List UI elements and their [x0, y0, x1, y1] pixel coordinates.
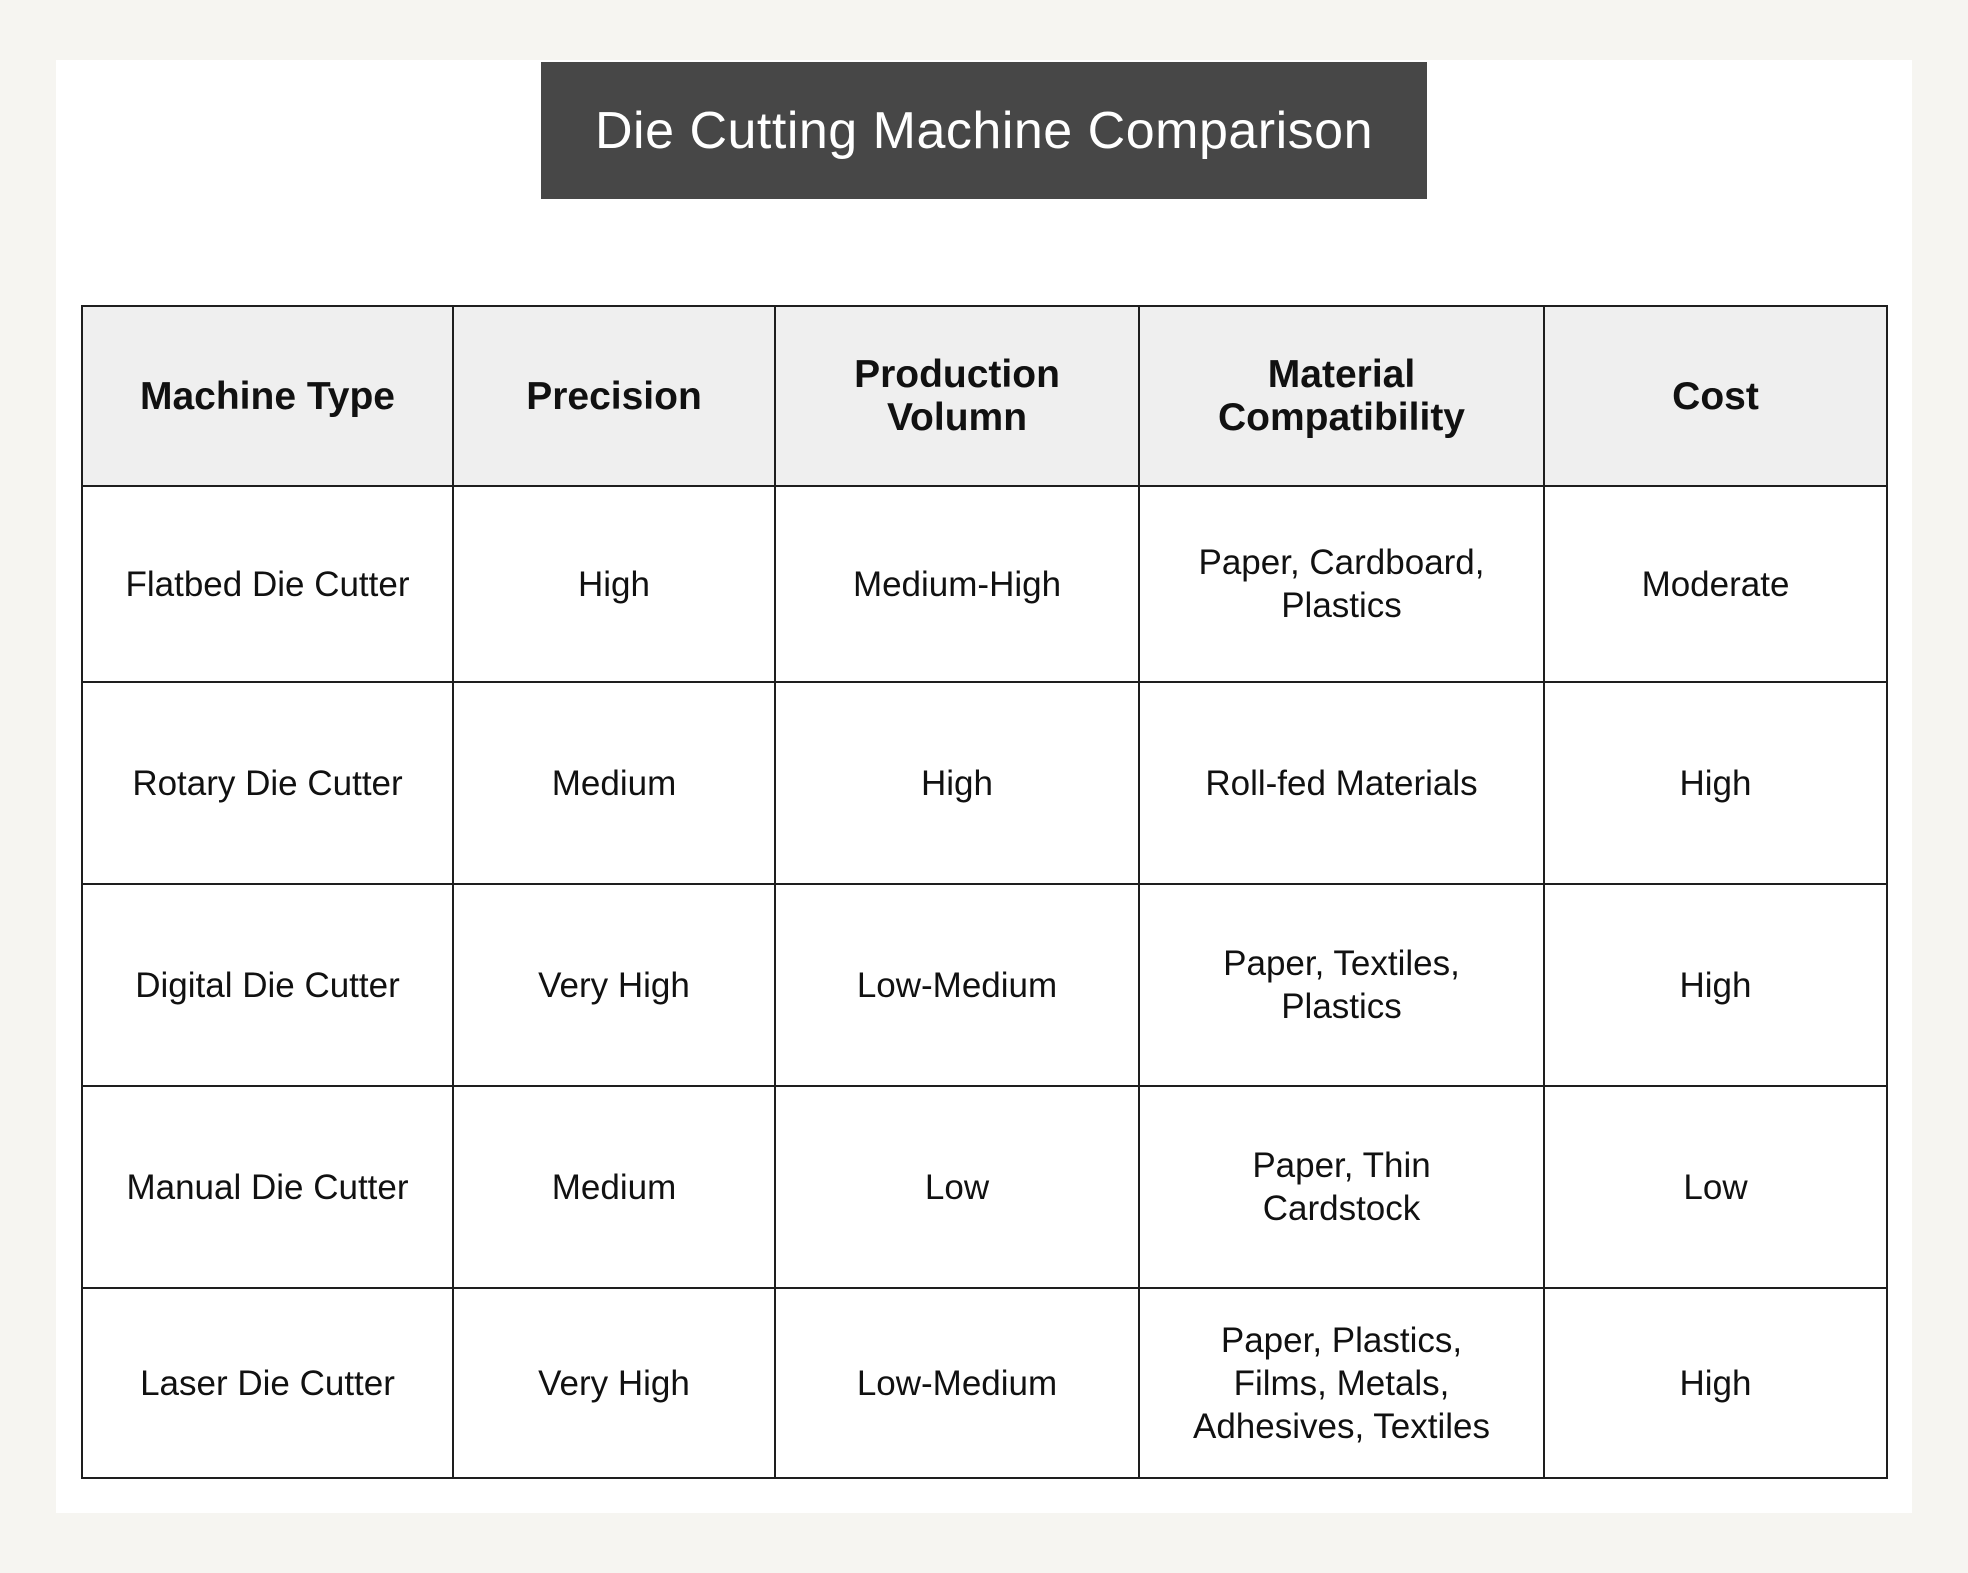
- cell-machine-type: Laser Die Cutter: [82, 1288, 453, 1478]
- cell-cost: High: [1544, 682, 1887, 884]
- cell-cost: High: [1544, 1288, 1887, 1478]
- cell-cost: High: [1544, 884, 1887, 1086]
- cell-material-compatibility: Paper, Textiles, Plastics: [1139, 884, 1544, 1086]
- table-row: [82, 1086, 1887, 1288]
- cell-precision: High: [453, 486, 775, 682]
- cell-material-compatibility: Paper, Cardboard, Plastics: [1139, 486, 1544, 682]
- cell-production-volume: Low-Medium: [775, 1288, 1139, 1478]
- cell-material-compatibility: Paper, Thin Cardstock: [1139, 1086, 1544, 1288]
- cell-machine-type: Manual Die Cutter: [82, 1086, 453, 1288]
- cell-production-volume: High: [775, 682, 1139, 884]
- table-row: [82, 1288, 1887, 1478]
- cell-production-volume: Low-Medium: [775, 884, 1139, 1086]
- cell-cost: Moderate: [1544, 486, 1887, 682]
- header-row: [82, 306, 1887, 486]
- comparison-table: [81, 305, 1888, 1479]
- comparison-card: [56, 60, 1912, 1513]
- cell-machine-type: Flatbed Die Cutter: [82, 486, 453, 682]
- table-row: [82, 884, 1887, 1086]
- header-precision: Precision: [453, 306, 775, 486]
- cell-production-volume: Medium-High: [775, 486, 1139, 682]
- header-cost: Cost: [1544, 306, 1887, 486]
- header-material-compatibility: Material Compatibility: [1139, 306, 1544, 486]
- cell-production-volume: Low: [775, 1086, 1139, 1288]
- cell-precision: Very High: [453, 884, 775, 1086]
- page-title: Die Cutting Machine Comparison: [541, 62, 1427, 199]
- table-row: [82, 682, 1887, 884]
- cell-cost: Low: [1544, 1086, 1887, 1288]
- cell-precision: Very High: [453, 1288, 775, 1478]
- cell-precision: Medium: [453, 682, 775, 884]
- header-production-volume: Production Volumn: [775, 306, 1139, 486]
- table-row: [82, 486, 1887, 682]
- cell-machine-type: Digital Die Cutter: [82, 884, 453, 1086]
- cell-machine-type: Rotary Die Cutter: [82, 682, 453, 884]
- cell-material-compatibility: Roll-fed Materials: [1139, 682, 1544, 884]
- cell-precision: Medium: [453, 1086, 775, 1288]
- cell-material-compatibility: Paper, Plastics, Films, Metals, Adhesives, Textiles: [1139, 1288, 1544, 1478]
- header-machine-type: Machine Type: [82, 306, 453, 486]
